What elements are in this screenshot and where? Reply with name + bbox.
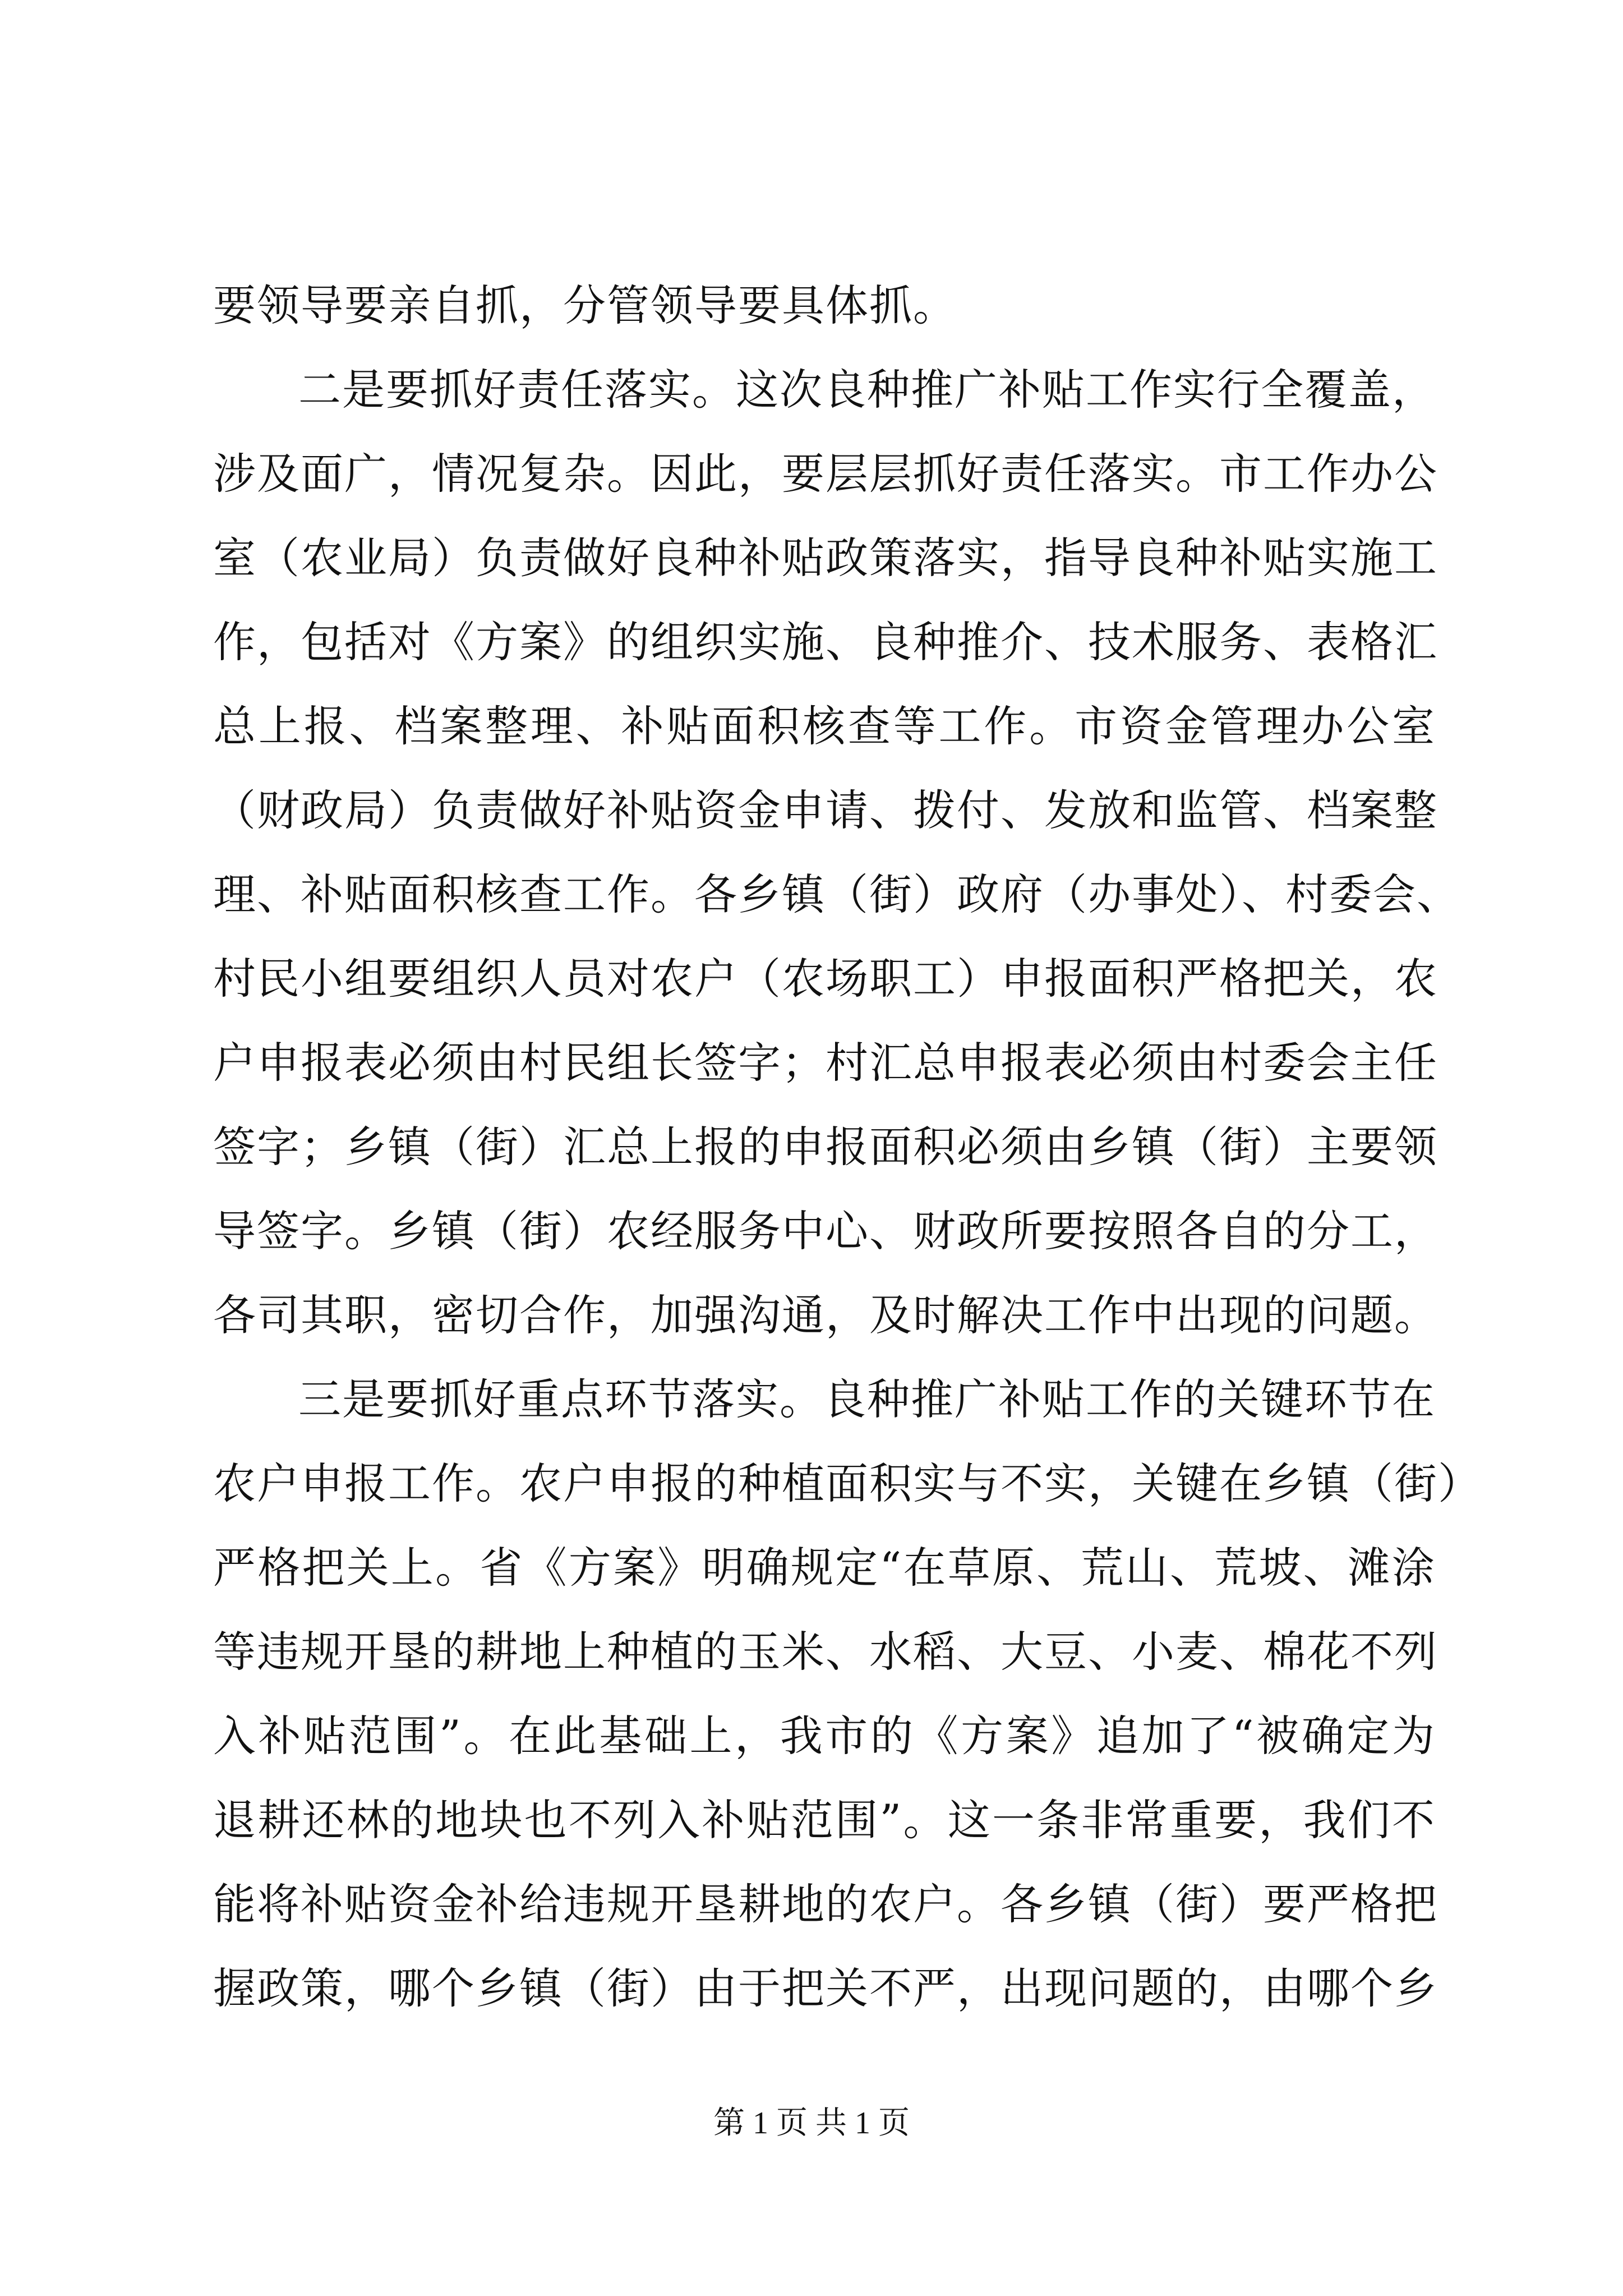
text-line: 签字；乡镇（街）汇总上报的申报面积必须由乡镇（街）主要领	[213, 1122, 1438, 1172]
text-line: 入补贴范围”。在此基础上，我市的《方案》追加了“被确定为	[213, 1711, 1436, 1761]
text-line: 握政策，哪个乡镇（街）由于把关不严，出现问题的，由哪个乡	[213, 1963, 1438, 2013]
text-line: 严格把关上。省《方案》明确规定“在草原、荒山、荒坡、滩涂	[213, 1543, 1436, 1593]
text-line: 村民小组要组织人员对农户（农场职工）申报面积严格把关，农	[213, 954, 1438, 1004]
text-line: 户申报表必须由村民组长签字；村汇总申报表必须由村委会主任	[213, 1038, 1438, 1088]
paragraph-start-line: 二是要抓好责任落实。这次良种推广补贴工作实行全覆盖，	[298, 365, 1436, 415]
text-line: 涉及面广，情况复杂。因此，要层层抓好责任落实。市工作办公	[213, 449, 1438, 499]
text-line: 农户申报工作。农户申报的种植面积实与不实，关键在乡镇（街）	[213, 1458, 1482, 1508]
paragraph-start-line: 三是要抓好重点环节落实。良种推广补贴工作的关键环节在	[298, 1374, 1436, 1424]
text-line: 作，包括对《方案》的组织实施、良种推介、技术服务、表格汇	[213, 617, 1438, 667]
text-line: 能将补贴资金补给违规开垦耕地的农户。各乡镇（街）要严格把	[213, 1879, 1438, 1929]
text-line: 退耕还林的地块也不列入补贴范围”。这一条非常重要，我们不	[213, 1795, 1436, 1845]
text-line: 要领导要亲自抓，分管领导要具体抓。	[213, 280, 957, 330]
text-line: 室（农业局）负责做好良种补贴政策落实，指导良种补贴实施工	[213, 533, 1438, 583]
text-line: 等违规开垦的耕地上种植的玉米、水稻、大豆、小麦、棉花不列	[213, 1627, 1438, 1677]
text-line: 总上报、档案整理、补贴面积核查等工作。市资金管理办公室	[213, 701, 1436, 751]
text-line: （财政局）负责做好补贴资金申请、拨付、发放和监管、档案整	[213, 785, 1438, 835]
page-footer: 第 1 页 共 1 页	[713, 2106, 910, 2141]
text-line: 导签字。乡镇（街）农经服务中心、财政所要按照各自的分工，	[213, 1206, 1438, 1256]
text-line: 理、补贴面积核查工作。各乡镇（街）政府（办事处）、村委会、	[213, 869, 1460, 919]
text-line: 各司其职，密切合作，加强沟通，及时解决工作中出现的问题。	[213, 1290, 1438, 1340]
